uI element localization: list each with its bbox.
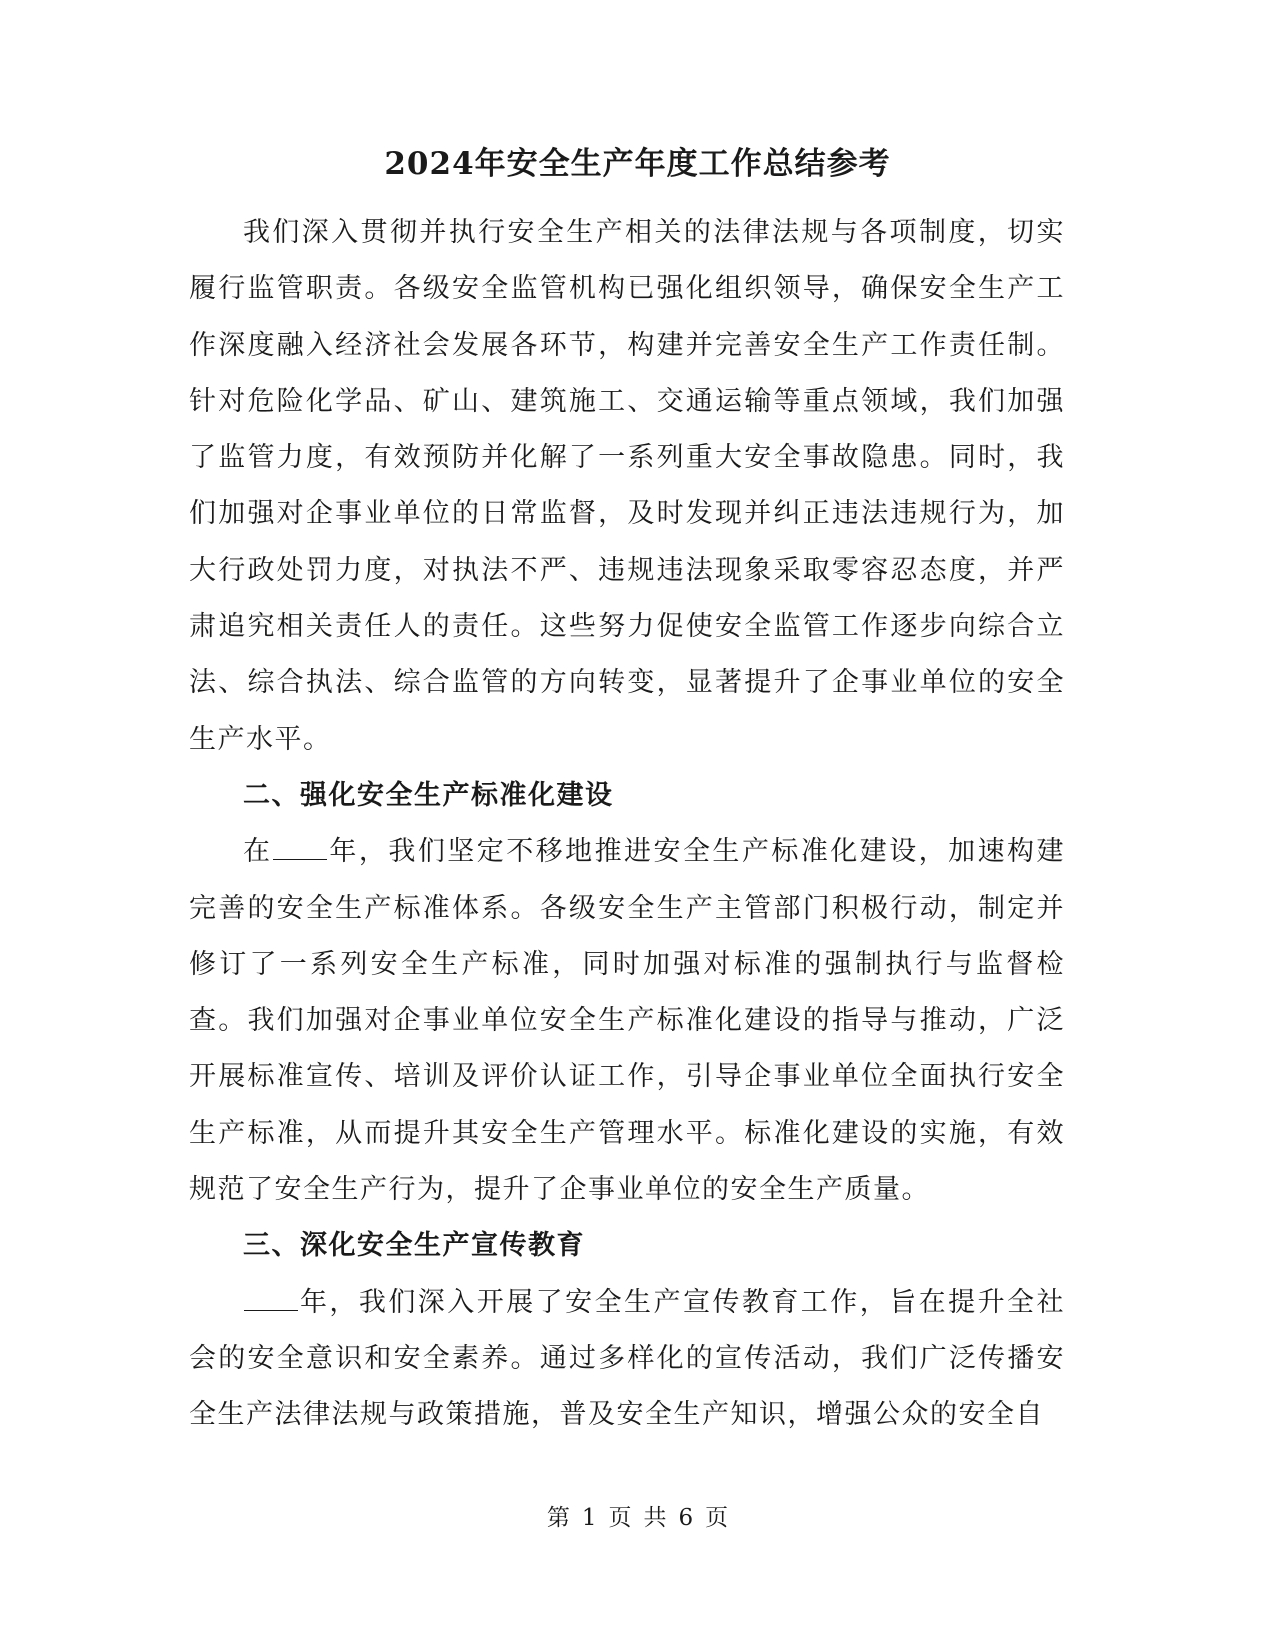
paragraph-2-prefix: 在 [243, 836, 273, 868]
paragraph-2-text: 年，我们坚定不移地推进安全生产标准化建设，加速构建完善的安全生产标准体系。各级安全生产主管部门积极行动，制定并修订了一系列安全生产标准，同时加强对标准的强制执行与监督检查。我们加强对企事业单位安全生产标准化建设的指导与推动，广泛开展标准宣传、培训及评价认证工作，引导企事业单位全面执行安全生产标准，从而提升其安全生产管理水平。标准化建设的实施，有效规范了安全生产行为，提升了企事业单位的安全生产质量。 [189, 836, 1066, 1206]
year-blank [273, 837, 327, 860]
paragraph-3 [189, 1275, 1065, 1444]
footer-page-label: 页 [608, 1505, 632, 1531]
paragraph-3-text: 年，我们深入开展了安全生产宣传教育工作，旨在提升全社会的安全意识和安全素养。通过多样化的宣传活动，我们广泛传播安全生产法律法规与政策措施，普及安全生产知识，增强公众的安全自 [189, 1286, 1065, 1431]
paragraph-2 [189, 824, 1065, 1218]
document-title: 2024年安全生产年度工作总结参考 [384, 146, 891, 182]
footer-page-end-label: 页 [705, 1505, 729, 1531]
section-heading-2: 二、强化安全生产标准化建设 [243, 779, 614, 811]
total-page-number: 6 [678, 1505, 694, 1531]
paragraph-1: 我们深入贯彻并执行安全生产相关的法律法规与各项制度，切实履行监管职责。各级安全监管机构已强化组织领导，确保安全生产工作深度融入经济社会发展各环节，构建并完善安全生产工作责任制。针对危险化学品、矿山、建筑施工、交通运输等重点领域，我们加强了监管力度，有效预防并化解了一系列重大安全事故隐患。同时，我们加强对企事业单位的日常监督，及时发现并纠正违法违规行为，加大行政处罚力度，对执法不严、违规违法现象采取零容忍态度，并严肃追究相关责任人的责任。这些努力促使安全监管工作逐步向综合立法、综合执法、综合监管的方向转变，显著提升了企事业单位的安全生产水平。 [189, 217, 1065, 755]
section-heading-3: 三、深化安全生产宣传教育 [243, 1230, 585, 1262]
current-page-number: 1 [581, 1505, 597, 1531]
year-blank [244, 1288, 298, 1311]
document-body [189, 205, 1065, 1444]
footer-total-label: 共 [643, 1505, 667, 1531]
footer-prefix: 第 [546, 1505, 570, 1531]
page-footer [0, 1502, 1275, 1534]
